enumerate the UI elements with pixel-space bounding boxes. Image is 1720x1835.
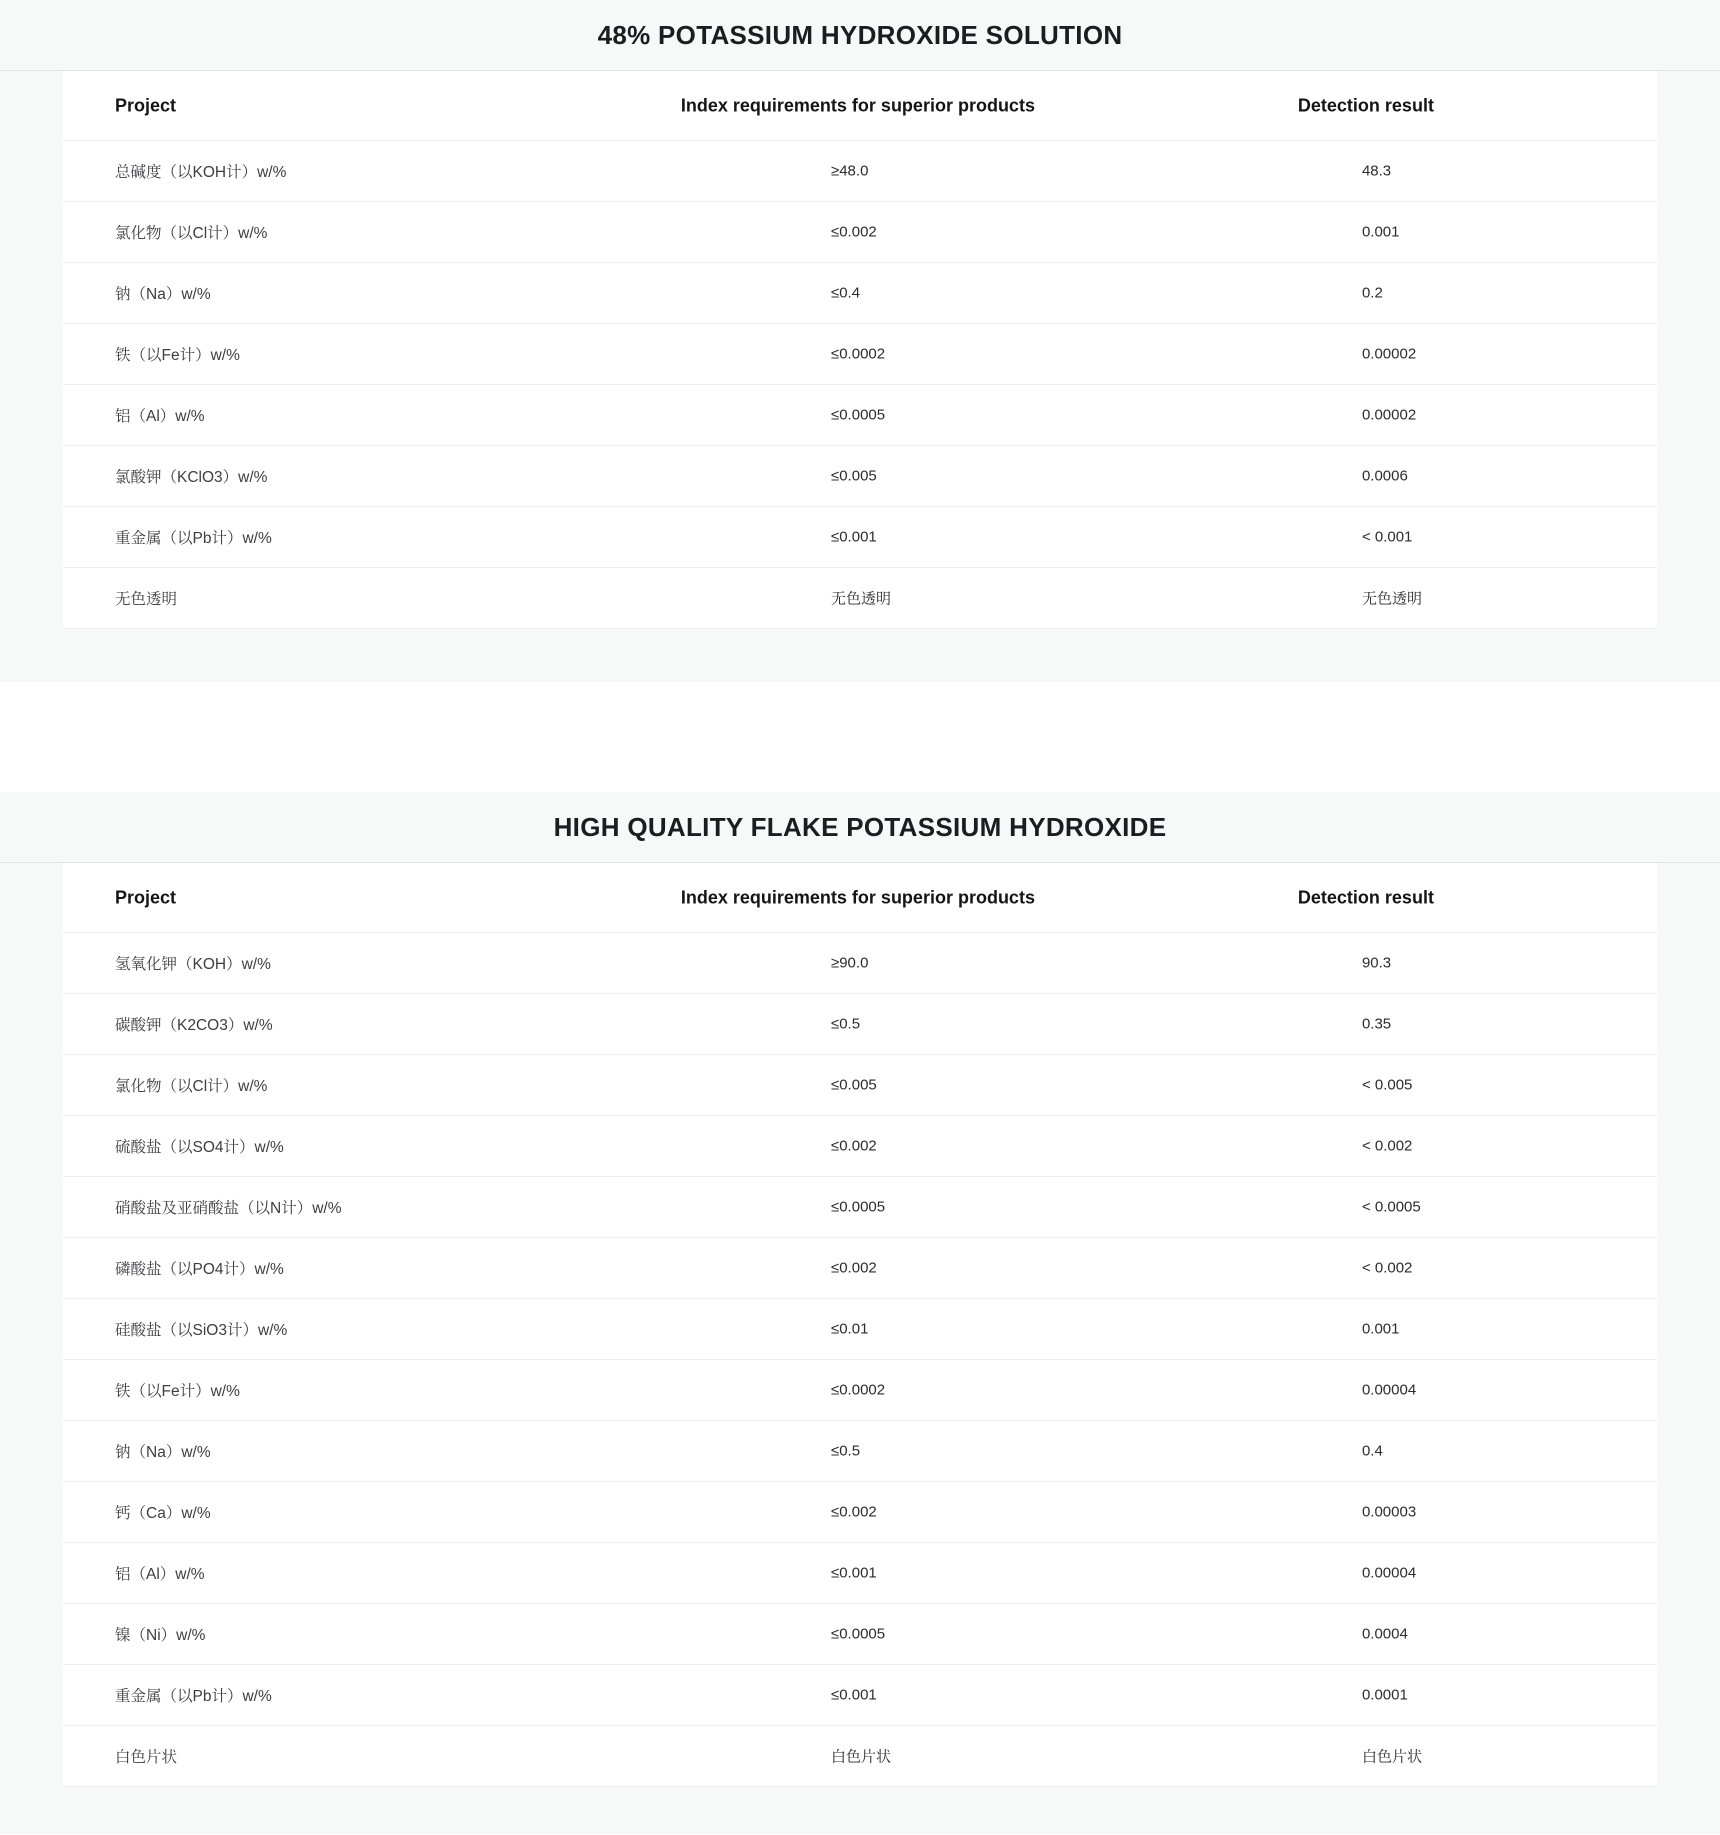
project-label: 镍（Ni）w/%	[115, 1627, 206, 1644]
index-requirement-value: 无色透明	[830, 590, 891, 608]
index-requirement-value: ≤0.002	[830, 223, 877, 241]
index-requirement-value: ≤0.0005	[830, 406, 886, 424]
table-row	[63, 1177, 1657, 1238]
spec-section-1	[0, 0, 1720, 682]
spec-table-card	[63, 863, 1657, 1787]
section-title-band	[0, 0, 1720, 71]
project-label: 铁（以Fe计）w/%	[115, 1383, 240, 1400]
detection-result-value: < 0.0005	[1361, 1198, 1421, 1216]
detection-result-value: 0.0001	[1361, 1686, 1408, 1704]
detection-result-value: 90.3	[1361, 954, 1392, 972]
table-row	[63, 1604, 1657, 1665]
index-requirement-value: ≤0.5	[830, 1015, 861, 1033]
column-header-project: Project	[115, 95, 177, 115]
project-label: 硫酸盐（以SO4计）w/%	[115, 1139, 284, 1156]
index-requirement-value: ≤0.0005	[830, 1625, 886, 1643]
project-label: 硅酸盐（以SiO3计）w/%	[115, 1322, 288, 1339]
project-label: 氢氧化钾（KOH）w/%	[115, 956, 271, 973]
table-row	[63, 1665, 1657, 1726]
table-row	[63, 1055, 1657, 1116]
table-row	[63, 1238, 1657, 1299]
index-requirement-value: ≤0.0002	[830, 1381, 886, 1399]
detection-result-value: 0.00004	[1361, 1381, 1417, 1399]
index-requirement-value: ≤0.002	[830, 1503, 877, 1521]
detection-result-value: < 0.005	[1361, 1076, 1413, 1094]
table-row	[63, 446, 1657, 507]
table-row	[63, 263, 1657, 324]
project-label: 总碱度（以KOH计）w/%	[115, 164, 287, 181]
index-requirement-value: ≤0.001	[830, 1686, 877, 1704]
index-requirement-value: ≤0.002	[830, 1137, 877, 1155]
column-header-detection-result: Detection result	[1297, 887, 1434, 907]
detection-result-value: 0.0006	[1361, 467, 1408, 485]
index-requirement-value: ≥48.0	[830, 162, 869, 180]
project-label: 磷酸盐（以PO4计）w/%	[115, 1261, 284, 1278]
detection-result-value: 0.00002	[1361, 345, 1417, 363]
column-header-project: Project	[115, 887, 177, 907]
table-row	[63, 1482, 1657, 1543]
detection-result-value: 48.3	[1361, 162, 1392, 180]
index-requirement-value: 白色片状	[830, 1748, 891, 1766]
index-requirement-value: ≤0.0005	[830, 1198, 886, 1216]
project-label: 钠（Na）w/%	[115, 1444, 211, 1461]
section-title-band	[0, 792, 1720, 863]
detection-result-value: 0.00002	[1361, 406, 1417, 424]
table-row	[63, 933, 1657, 994]
index-requirement-value: ≤0.5	[830, 1442, 861, 1460]
spec-table-card	[63, 71, 1657, 629]
project-label: 白色片状	[115, 1749, 178, 1766]
table-row	[63, 1299, 1657, 1360]
index-requirement-value: ≤0.0002	[830, 345, 886, 363]
detection-result-value: < 0.002	[1361, 1259, 1413, 1277]
table-row	[63, 324, 1657, 385]
project-label: 钠（Na）w/%	[115, 286, 211, 303]
section-title: 48% POTASSIUM HYDROXIDE SOLUTION	[597, 19, 1123, 50]
project-label: 铝（Al）w/%	[115, 1566, 205, 1583]
index-requirement-value: ≤0.001	[830, 1564, 877, 1582]
project-label: 氯化物（以Cl计）w/%	[115, 1078, 268, 1095]
table-header-row	[63, 71, 1657, 141]
table-row	[63, 994, 1657, 1055]
table-body	[63, 933, 1657, 1787]
detection-result-value: 0.2	[1361, 284, 1383, 302]
spec-section-2	[0, 792, 1720, 1834]
detection-result-value: 0.00003	[1361, 1503, 1417, 1521]
detection-result-value: 0.35	[1361, 1015, 1392, 1033]
index-requirement-value: ≤0.005	[830, 467, 877, 485]
project-label: 钙（Ca）w/%	[115, 1505, 211, 1522]
section-title: HIGH QUALITY FLAKE POTASSIUM HYDROXIDE	[553, 811, 1167, 842]
index-requirement-value: ≤0.01	[830, 1320, 869, 1338]
project-label: 碳酸钾（K2CO3）w/%	[115, 1017, 273, 1034]
detection-result-value: 0.4	[1361, 1442, 1383, 1460]
detection-result-value: 0.001	[1361, 223, 1400, 241]
table-row	[63, 1543, 1657, 1604]
table-header-row	[63, 863, 1657, 933]
project-label: 重金属（以Pb计）w/%	[115, 1688, 272, 1705]
project-label: 氯酸钾（KClO3）w/%	[115, 469, 268, 486]
index-requirement-value: ≤0.4	[830, 284, 861, 302]
detection-result-value: 白色片状	[1361, 1748, 1422, 1766]
section-gap	[0, 682, 1720, 792]
index-requirement-value: ≤0.001	[830, 528, 877, 546]
project-label: 重金属（以Pb计）w/%	[115, 530, 272, 547]
project-label: 铝（Al）w/%	[115, 408, 205, 425]
project-label: 铁（以Fe计）w/%	[115, 347, 240, 364]
project-label: 无色透明	[115, 591, 178, 608]
table-row	[63, 141, 1657, 202]
index-requirement-value: ≥90.0	[830, 954, 869, 972]
table-body	[63, 141, 1657, 629]
project-label: 氯化物（以Cl计）w/%	[115, 225, 268, 242]
detection-result-value: 0.0004	[1361, 1625, 1408, 1643]
column-header-index-requirements: Index requirements for superior products	[680, 95, 1035, 115]
table-row	[63, 385, 1657, 446]
index-requirement-value: ≤0.002	[830, 1259, 877, 1277]
table-row	[63, 568, 1657, 629]
detection-result-value: < 0.002	[1361, 1137, 1413, 1155]
table-row	[63, 1421, 1657, 1482]
table-row	[63, 1360, 1657, 1421]
table-row	[63, 1726, 1657, 1787]
detection-result-value: < 0.001	[1361, 528, 1413, 546]
column-header-detection-result: Detection result	[1297, 95, 1434, 115]
table-row	[63, 507, 1657, 568]
index-requirement-value: ≤0.005	[830, 1076, 877, 1094]
table-row	[63, 1116, 1657, 1177]
project-label: 硝酸盐及亚硝酸盐（以N计）w/%	[115, 1200, 342, 1217]
column-header-index-requirements: Index requirements for superior products	[680, 887, 1035, 907]
detection-result-value: 无色透明	[1361, 590, 1422, 608]
detection-result-value: 0.001	[1361, 1320, 1400, 1338]
detection-result-value: 0.00004	[1361, 1564, 1417, 1582]
table-row	[63, 202, 1657, 263]
